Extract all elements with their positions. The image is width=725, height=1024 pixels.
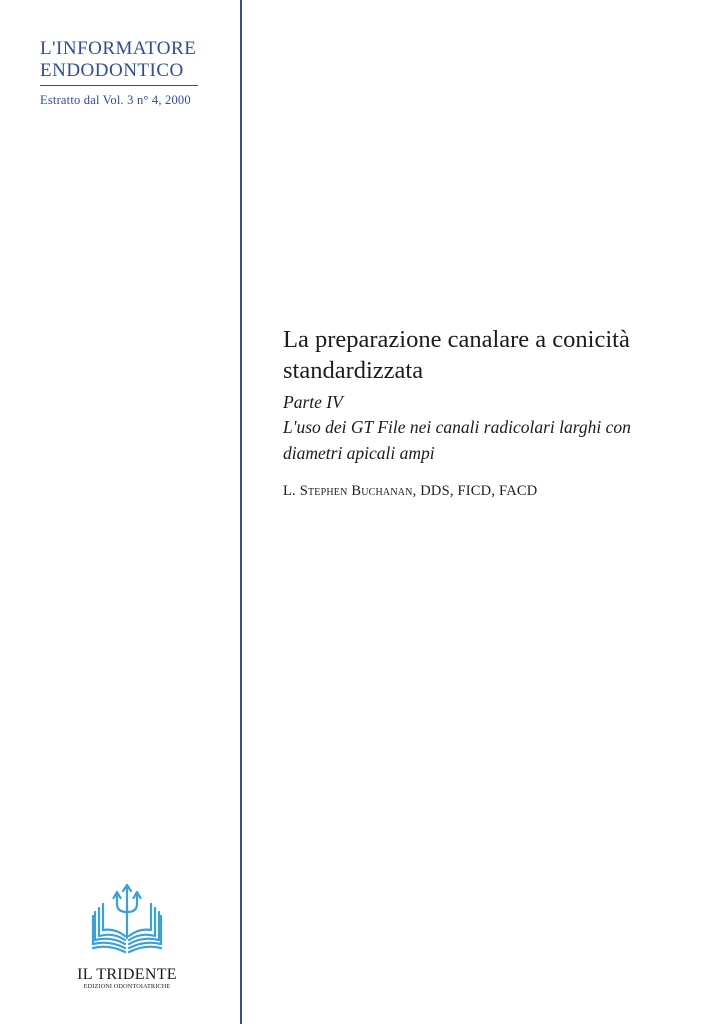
- author-name: L. Stephen Buchanan: [283, 483, 413, 499]
- journal-title-line1: L'INFORMATORE: [40, 38, 197, 59]
- article-title-line2: standardizzata: [283, 357, 424, 384]
- article-author: [283, 483, 693, 500]
- article-part: Parte IV: [283, 392, 343, 412]
- article-title-line1: La preparazione canalare a conicità: [283, 326, 630, 353]
- journal-title-underline: [40, 85, 198, 86]
- publisher-subtitle: EDIZIONI ODONTOIATRICHE: [83, 983, 171, 990]
- journal-header: [40, 38, 200, 108]
- journal-extract-info: Estratto dal Vol. 3 n° 4, 2000: [40, 93, 191, 107]
- author-credentials: , DDS, FICD, FACD: [412, 483, 538, 499]
- article-subtitle-line2: diametri apicali ampi: [283, 443, 435, 463]
- article-heading-block: [283, 324, 693, 500]
- article-subtitle-line1: L'uso dei GT File nei canali radicolari larghi con: [283, 417, 631, 437]
- publisher-block: [62, 882, 192, 991]
- article-title: [283, 324, 693, 386]
- article-subtitle: [283, 414, 693, 466]
- vertical-divider-rule: [240, 0, 242, 1024]
- trident-book-icon: [91, 882, 163, 956]
- publisher-name: IL TRIDENTE: [77, 966, 177, 983]
- journal-title-line2: ENDODONTICO: [40, 60, 184, 81]
